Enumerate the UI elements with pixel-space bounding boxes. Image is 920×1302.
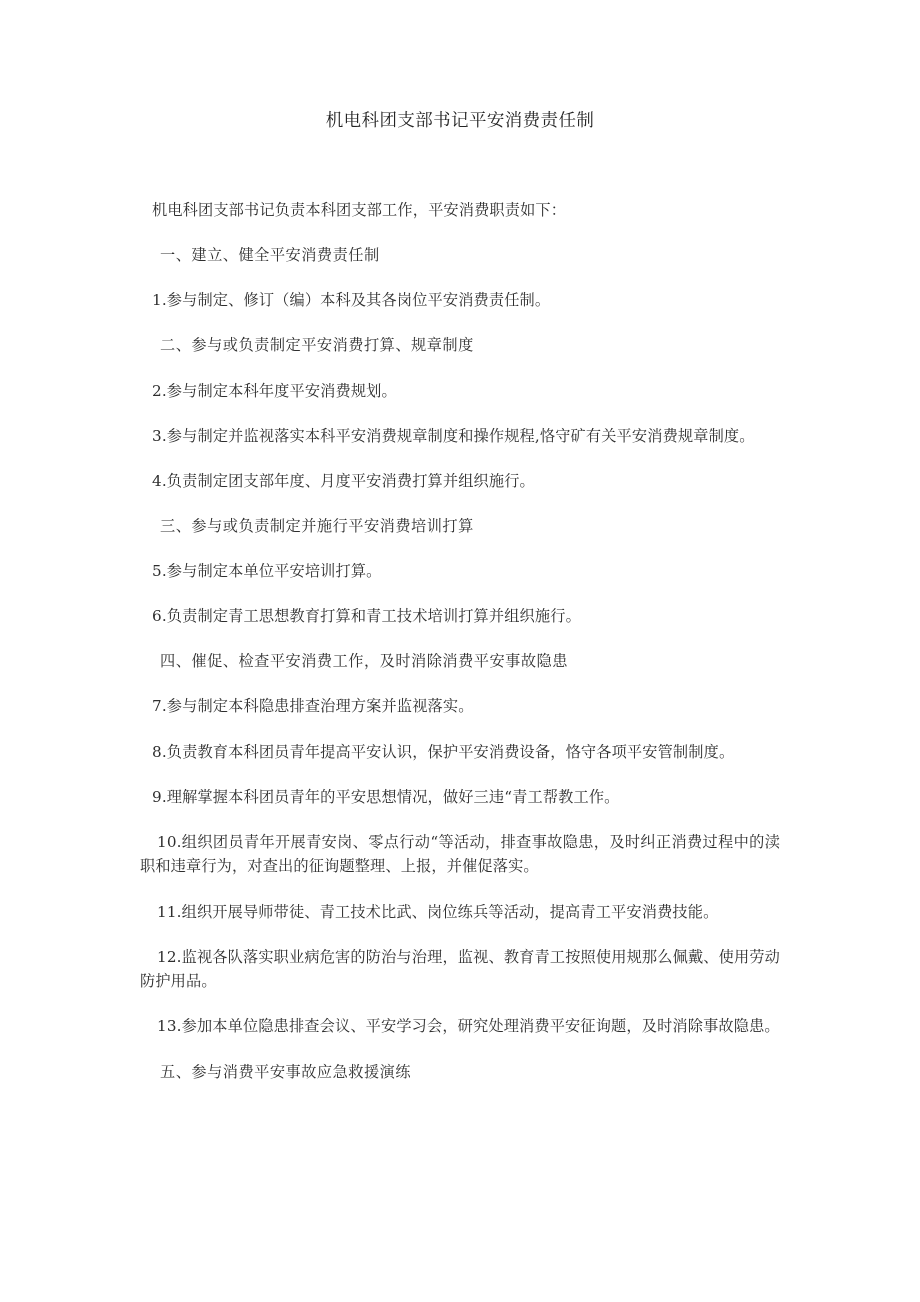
section-heading: 一、建立、健全平安消费责任制 [160,246,380,265]
numbered-item: 10.组织团员青年开展青安岗、零点行动“等活动，排查事故隐患，及时纠正消费过程中的渎职和违章行为，对查出的征询题整理、上报，并催促落实。 [140,832,780,876]
numbered-item: 3.参与制定并监视落实本科平安消费规章制度和操作规程,恪守矿有关平安消费规章制度。 [152,426,755,445]
page-title: 机电科团支部书记平安消费责任制 [325,111,595,131]
numbered-item: 12.监视各队落实职业病危害的防治与治理，监视、教育青工按照使用规那么佩戴、使用劳动防护用品。 [140,947,780,991]
numbered-item: 4.负责制定团支部年度、月度平安消费打算并组织施行。 [152,471,535,490]
numbered-item: 7.参与制定本科隐患排查治理方案并监视落实。 [152,697,474,716]
lead-paragraph: 机电科团支部书记负责本科团支部工作，平安消费职责如下： [152,201,567,219]
numbered-item: 9.理解掌握本科团员青年的平安思想情况，做好三违“青工帮教工作。 [152,787,620,806]
numbered-item: 11.组织开展导师带徒、青工技术比武、岗位练兵等活动，提高青工平安消费技能。 [157,902,719,921]
section-heading: 三、参与或负责制定并施行平安消费培训打算 [160,516,474,535]
numbered-item: 5.参与制定本单位平安培训打算。 [152,562,382,580]
section-heading: 二、参与或负责制定平安消费打算、规章制度 [160,336,474,355]
numbered-item: 8.负责教育本科团员青年提高平安认识，保护平安消费设备，恪守各项平安管制制度。 [152,742,735,761]
section-heading: 五、参与消费平安事故应急救援演练 [160,1062,411,1081]
numbered-item: 2.参与制定本科年度平安消费规划。 [152,381,397,400]
numbered-item: 6.负责制定青工思想教育打算和青工技术培训打算并组织施行。 [152,607,581,626]
document-body [140,198,780,1105]
numbered-item: 13.参加本单位隐患排查会议、平安学习会，研究处理消费平安征询题，及时消除事故隐患。 [157,1017,780,1036]
numbered-item: 1.参与制定、修订（编）本科及其各岗位平安消费责任制。 [152,291,551,310]
section-heading: 四、催促、检查平安消费工作，及时消除消费平安事故隐患 [160,652,568,671]
